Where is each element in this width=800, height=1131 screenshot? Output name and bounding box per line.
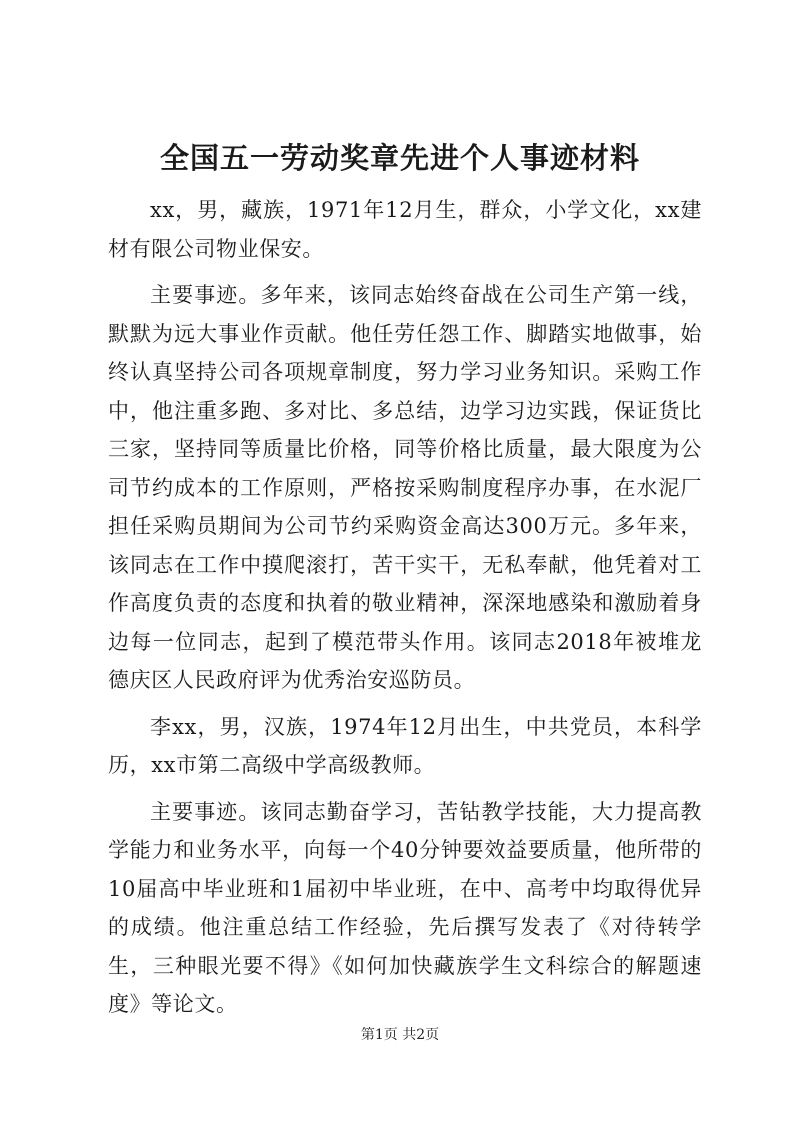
paragraph-person1-deeds: 主要事迹。多年来，该同志始终奋战在公司生产第一线，默默为远大事业作贡献。他任劳任怨工作、脚踏实地做事，始终认真坚持公司各项规章制度，努力学习业务知识。采购工作中，他注重多跑、多对比、多总结，边学习边实践，保证货比三家，坚持同等质量比价格，同等价格比质量，最大限度为公司节约成本的工作原则，严格按采购制度程序办事，在水泥厂担任采购员期间为公司节约采购资金高达300万元。多年来，该同志在工作中摸爬滚打，苦干实干，无私奉献，他凭着对工作高度负责的态度和执着的敬业精神，深深地感染和激励着身边每一位同志，起到了模范带头作用。该同志2018年被堆龙德庆区人民政府评为优秀治安巡防员。: [108, 283, 702, 692]
paragraph-person2-intro: 李xx，男，汉族，1974年12月出生，中共党员，本科学历，xx市第二高级中学高级教师。: [108, 714, 702, 777]
paragraph-person1-intro: xx，男，藏族，1971年12月生，群众，小学文化，xx建材有限公司物业保安。: [108, 198, 702, 261]
page-title: 全国五一劳动奖章先进个人事迹材料: [159, 141, 640, 175]
paragraph-person2-deeds: 主要事迹。该同志勤奋学习，苦钻教学技能，大力提高教学能力和业务水平，向每一个40分钟要效益要质量，他所带的10届高中毕业班和1届初中毕业班，在中、高考中均取得优异的成绩。他注重总结工作经验，先后撰写发表了《对待转学生，三种眼光要不得》《如何加快藏族学生文科综合的解题速度》等论文。: [108, 799, 702, 1016]
document-body: [108, 191, 702, 1032]
page-footer: 第1页 共2页: [360, 1027, 440, 1043]
